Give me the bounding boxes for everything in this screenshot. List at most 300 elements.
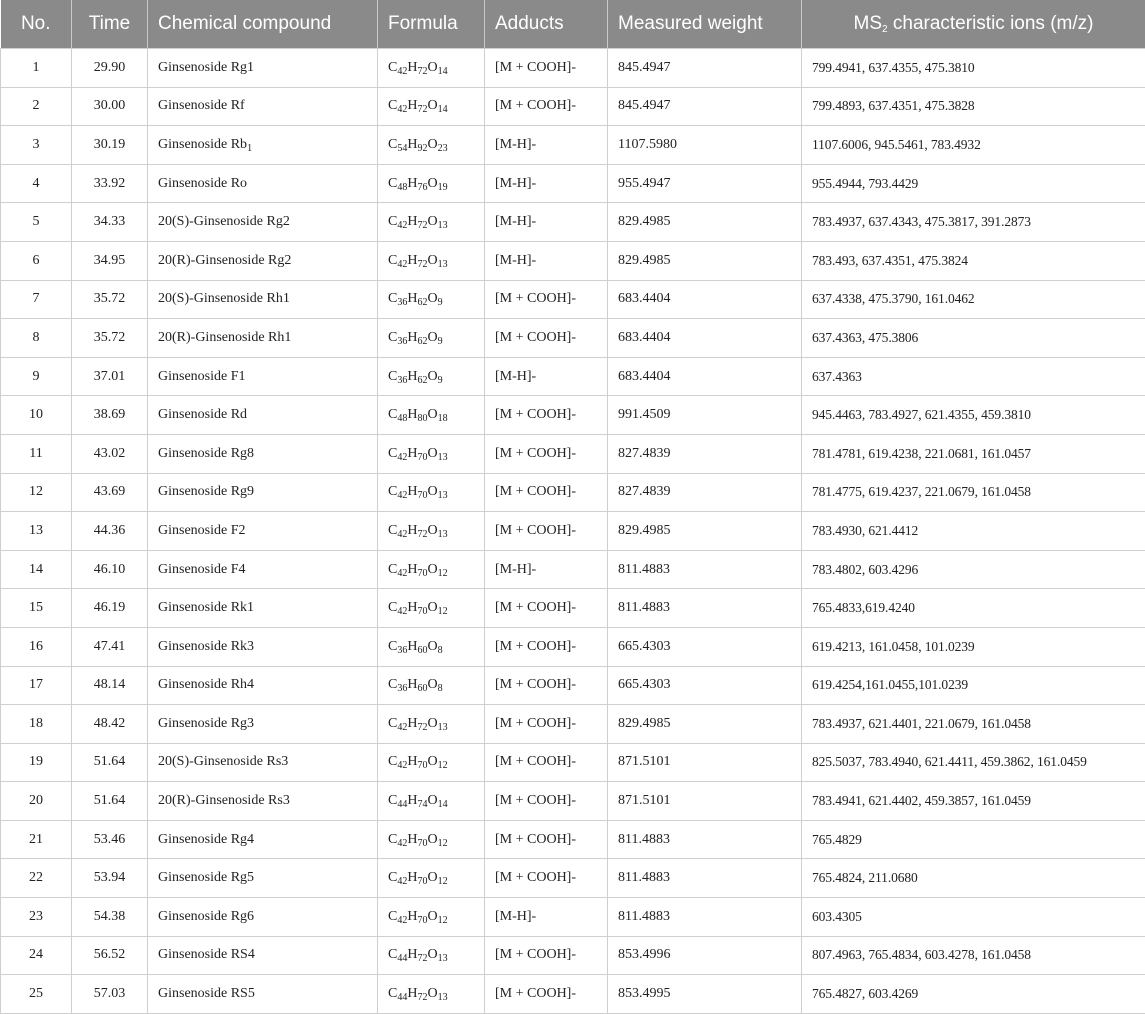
- formula-count: 36: [397, 683, 407, 694]
- formula-element: O: [427, 291, 437, 306]
- cell-ions: 619.4213, 161.0458, 101.0239: [802, 627, 1145, 666]
- cell-weight: 991.4509: [608, 396, 802, 435]
- cell-time: 35.72: [72, 280, 148, 319]
- cell-weight: 683.4404: [608, 319, 802, 358]
- cell-no: 2: [1, 87, 72, 126]
- formula-count: 14: [438, 104, 448, 115]
- cell-adduct: [M-H]-: [485, 550, 608, 589]
- formula-element: O: [427, 716, 437, 731]
- cell-time: 37.01: [72, 357, 148, 396]
- formula-element: C: [388, 253, 397, 268]
- cell-adduct: [M-H]-: [485, 164, 608, 203]
- cell-weight: 829.4985: [608, 203, 802, 242]
- formula-element: H: [407, 253, 417, 268]
- cell-time: 51.64: [72, 743, 148, 782]
- formula-element: C: [388, 793, 397, 808]
- cell-weight: 853.4996: [608, 936, 802, 975]
- formula-count: 74: [417, 799, 427, 810]
- cell-compound: [148, 319, 378, 358]
- compound-name: Ginsenoside F2: [158, 523, 246, 538]
- cell-ions: 799.4941, 637.4355, 475.3810: [802, 49, 1145, 88]
- compound-name: 20(S)-Ginsenoside Rh1: [158, 291, 290, 306]
- header-compound: Chemical compound: [148, 0, 378, 49]
- cell-compound: [148, 898, 378, 937]
- cell-no: 16: [1, 627, 72, 666]
- formula-element: O: [427, 176, 437, 191]
- cell-adduct: [M-H]-: [485, 241, 608, 280]
- cell-compound: [148, 164, 378, 203]
- formula-element: H: [407, 407, 417, 422]
- cell-weight: 829.4985: [608, 241, 802, 280]
- cell-no: 17: [1, 666, 72, 705]
- formula-element: H: [407, 909, 417, 924]
- cell-time: 44.36: [72, 512, 148, 551]
- cell-ions: 637.4363, 475.3806: [802, 319, 1145, 358]
- formula-element: C: [388, 446, 397, 461]
- formula-element: O: [427, 484, 437, 499]
- cell-ions: 783.4937, 621.4401, 221.0679, 161.0458: [802, 705, 1145, 744]
- formula-count: 72: [417, 66, 427, 77]
- cell-weight: 827.4839: [608, 473, 802, 512]
- formula-count: 42: [397, 722, 407, 733]
- cell-adduct: [M + COOH]-: [485, 859, 608, 898]
- formula-count: 8: [438, 645, 443, 656]
- formula-element: H: [407, 330, 417, 345]
- formula-count: 36: [397, 645, 407, 656]
- formula-element: O: [427, 947, 437, 962]
- header-ms2-ions: [802, 0, 1145, 49]
- cell-weight: 871.5101: [608, 743, 802, 782]
- cell-no: 22: [1, 859, 72, 898]
- cell-adduct: [M + COOH]-: [485, 666, 608, 705]
- header-ms2-subscript: 2: [882, 24, 888, 35]
- cell-formula: [378, 473, 485, 512]
- compound-name: 20(S)-Ginsenoside Rg2: [158, 214, 290, 229]
- formula-count: 42: [397, 66, 407, 77]
- formula-count: 13: [438, 529, 448, 540]
- formula-element: C: [388, 754, 397, 769]
- formula-count: 14: [438, 66, 448, 77]
- formula-element: H: [407, 446, 417, 461]
- formula-element: H: [407, 832, 417, 847]
- cell-adduct: [M + COOH]-: [485, 87, 608, 126]
- cell-no: 12: [1, 473, 72, 512]
- formula-count: 9: [438, 297, 443, 308]
- formula-element: C: [388, 60, 397, 75]
- formula-element: C: [388, 716, 397, 731]
- cell-no: 10: [1, 396, 72, 435]
- formula-count: 72: [417, 220, 427, 231]
- header-adducts: Adducts: [485, 0, 608, 49]
- cell-time: 46.19: [72, 589, 148, 628]
- cell-ions: 637.4363: [802, 357, 1145, 396]
- cell-time: 29.90: [72, 49, 148, 88]
- cell-no: 7: [1, 280, 72, 319]
- formula-count: 54: [397, 143, 407, 154]
- cell-compound: [148, 666, 378, 705]
- cell-compound: [148, 512, 378, 551]
- formula-element: O: [427, 407, 437, 422]
- cell-ions: 783.4930, 621.4412: [802, 512, 1145, 551]
- formula-count: 13: [438, 722, 448, 733]
- cell-time: 48.42: [72, 705, 148, 744]
- formula-count: 70: [417, 452, 427, 463]
- cell-time: 34.33: [72, 203, 148, 242]
- cell-adduct: [M + COOH]-: [485, 975, 608, 1014]
- table-row: [1, 203, 1145, 242]
- cell-formula: [378, 898, 485, 937]
- cell-no: 21: [1, 820, 72, 859]
- cell-ions: 783.4937, 637.4343, 475.3817, 391.2873: [802, 203, 1145, 242]
- cell-time: 30.00: [72, 87, 148, 126]
- formula-element: H: [407, 870, 417, 885]
- formula-element: O: [427, 639, 437, 654]
- cell-no: 20: [1, 782, 72, 821]
- cell-time: 34.95: [72, 241, 148, 280]
- formula-element: H: [407, 137, 417, 152]
- cell-no: 9: [1, 357, 72, 396]
- cell-weight: 1107.5980: [608, 126, 802, 165]
- formula-count: 70: [417, 490, 427, 501]
- cell-no: 18: [1, 705, 72, 744]
- cell-weight: 871.5101: [608, 782, 802, 821]
- formula-count: 70: [417, 838, 427, 849]
- formula-count: 8: [438, 683, 443, 694]
- cell-formula: [378, 203, 485, 242]
- formula-count: 42: [397, 760, 407, 771]
- formula-count: 42: [397, 915, 407, 926]
- formula-count: 70: [417, 568, 427, 579]
- cell-no: 24: [1, 936, 72, 975]
- cell-formula: [378, 705, 485, 744]
- table-row: [1, 512, 1145, 551]
- cell-compound: [148, 241, 378, 280]
- formula-element: C: [388, 330, 397, 345]
- compound-name: Ginsenoside Rg4: [158, 832, 254, 847]
- formula-count: 19: [438, 182, 448, 193]
- compound-name: 20(R)-Ginsenoside Rh1: [158, 330, 291, 345]
- cell-weight: 845.4947: [608, 87, 802, 126]
- cell-no: 23: [1, 898, 72, 937]
- cell-ions: 765.4827, 603.4269: [802, 975, 1145, 1014]
- cell-no: 11: [1, 434, 72, 473]
- cell-adduct: [M + COOH]-: [485, 473, 608, 512]
- formula-element: O: [427, 909, 437, 924]
- formula-element: O: [427, 677, 437, 692]
- formula-element: O: [427, 330, 437, 345]
- table-row: [1, 434, 1145, 473]
- table-row: [1, 743, 1145, 782]
- formula-element: O: [427, 523, 437, 538]
- formula-count: 9: [438, 336, 443, 347]
- formula-count: 42: [397, 606, 407, 617]
- formula-count: 42: [397, 876, 407, 887]
- formula-count: 42: [397, 220, 407, 231]
- formula-count: 48: [397, 182, 407, 193]
- cell-formula: [378, 87, 485, 126]
- formula-count: 42: [397, 490, 407, 501]
- formula-count: 70: [417, 915, 427, 926]
- formula-element: C: [388, 639, 397, 654]
- cell-weight: 811.4883: [608, 550, 802, 589]
- cell-adduct: [M + COOH]-: [485, 319, 608, 358]
- cell-time: 47.41: [72, 627, 148, 666]
- formula-element: C: [388, 407, 397, 422]
- formula-count: 72: [417, 259, 427, 270]
- cell-formula: [378, 666, 485, 705]
- table-row: [1, 87, 1145, 126]
- formula-count: 42: [397, 838, 407, 849]
- formula-count: 76: [417, 182, 427, 193]
- cell-formula: [378, 357, 485, 396]
- compound-name: Ginsenoside Rg1: [158, 60, 254, 75]
- cell-no: 19: [1, 743, 72, 782]
- formula-element: O: [427, 562, 437, 577]
- formula-count: 12: [438, 915, 448, 926]
- cell-no: 8: [1, 319, 72, 358]
- formula-element: H: [407, 716, 417, 731]
- table-row: [1, 936, 1145, 975]
- formula-element: C: [388, 214, 397, 229]
- cell-formula: [378, 743, 485, 782]
- cell-adduct: [M-H]-: [485, 203, 608, 242]
- cell-adduct: [M + COOH]-: [485, 49, 608, 88]
- formula-element: H: [407, 677, 417, 692]
- formula-element: O: [427, 754, 437, 769]
- table-row: [1, 666, 1145, 705]
- formula-element: H: [407, 60, 417, 75]
- table-row: [1, 975, 1145, 1014]
- cell-time: 43.02: [72, 434, 148, 473]
- formula-element: C: [388, 484, 397, 499]
- formula-count: 72: [417, 992, 427, 1003]
- table-row: [1, 280, 1145, 319]
- formula-count: 12: [438, 838, 448, 849]
- formula-count: 48: [397, 413, 407, 424]
- formula-count: 42: [397, 568, 407, 579]
- formula-element: H: [407, 484, 417, 499]
- formula-count: 70: [417, 606, 427, 617]
- cell-compound: [148, 396, 378, 435]
- cell-no: 1: [1, 49, 72, 88]
- cell-ions: 637.4338, 475.3790, 161.0462: [802, 280, 1145, 319]
- cell-weight: 827.4839: [608, 434, 802, 473]
- compound-name: Ginsenoside Rg9: [158, 484, 254, 499]
- cell-adduct: [M + COOH]-: [485, 589, 608, 628]
- cell-ions: 603.4305: [802, 898, 1145, 937]
- formula-element: O: [427, 870, 437, 885]
- cell-adduct: [M-H]-: [485, 126, 608, 165]
- header-no: No.: [1, 0, 72, 49]
- formula-element: O: [427, 253, 437, 268]
- cell-ions: 825.5037, 783.4940, 621.4411, 459.3862, 161.0459: [802, 743, 1145, 782]
- formula-count: 36: [397, 375, 407, 386]
- cell-adduct: [M + COOH]-: [485, 743, 608, 782]
- cell-compound: [148, 589, 378, 628]
- cell-time: 48.14: [72, 666, 148, 705]
- compound-name: 20(R)-Ginsenoside Rs3: [158, 793, 290, 808]
- compound-name: Ginsenoside Rg8: [158, 446, 254, 461]
- cell-weight: 811.4883: [608, 898, 802, 937]
- formula-element: C: [388, 600, 397, 615]
- cell-compound: [148, 550, 378, 589]
- compound-name: Ginsenoside Rf: [158, 98, 245, 113]
- cell-ions: 945.4463, 783.4927, 621.4355, 459.3810: [802, 396, 1145, 435]
- cell-compound: [148, 203, 378, 242]
- formula-element: O: [427, 214, 437, 229]
- cell-no: 4: [1, 164, 72, 203]
- formula-element: H: [407, 98, 417, 113]
- formula-count: 13: [438, 259, 448, 270]
- cell-weight: 665.4303: [608, 666, 802, 705]
- compound-name: Ginsenoside Rk3: [158, 639, 254, 654]
- cell-formula: [378, 550, 485, 589]
- cell-formula: [378, 164, 485, 203]
- cell-weight: 829.4985: [608, 512, 802, 551]
- formula-count: 13: [438, 452, 448, 463]
- cell-weight: 845.4947: [608, 49, 802, 88]
- cell-ions: 807.4963, 765.4834, 603.4278, 161.0458: [802, 936, 1145, 975]
- table-row: [1, 396, 1145, 435]
- cell-ions: 799.4893, 637.4351, 475.3828: [802, 87, 1145, 126]
- formula-count: 42: [397, 104, 407, 115]
- cell-adduct: [M + COOH]-: [485, 820, 608, 859]
- compound-name: 20(R)-Ginsenoside Rg2: [158, 253, 291, 268]
- formula-element: O: [427, 600, 437, 615]
- cell-no: 15: [1, 589, 72, 628]
- formula-count: 42: [397, 259, 407, 270]
- formula-count: 60: [417, 683, 427, 694]
- compound-subscript: 1: [247, 143, 252, 154]
- formula-element: O: [427, 60, 437, 75]
- cell-ions: 781.4781, 619.4238, 221.0681, 161.0457: [802, 434, 1145, 473]
- cell-weight: 955.4947: [608, 164, 802, 203]
- formula-count: 23: [438, 143, 448, 154]
- cell-formula: [378, 49, 485, 88]
- formula-count: 70: [417, 760, 427, 771]
- cell-ions: 783.4802, 603.4296: [802, 550, 1145, 589]
- cell-ions: 1107.6006, 945.5461, 783.4932: [802, 126, 1145, 165]
- table-row: [1, 550, 1145, 589]
- formula-count: 60: [417, 645, 427, 656]
- cell-time: 57.03: [72, 975, 148, 1014]
- formula-count: 44: [397, 992, 407, 1003]
- cell-compound: [148, 126, 378, 165]
- compound-name: Ginsenoside RS5: [158, 986, 255, 1001]
- table-row: [1, 49, 1145, 88]
- formula-element: H: [407, 639, 417, 654]
- formula-count: 72: [417, 104, 427, 115]
- formula-element: H: [407, 291, 417, 306]
- header-ms2-prefix: MS: [854, 13, 883, 34]
- formula-element: O: [427, 832, 437, 847]
- compound-name: Ginsenoside Rg5: [158, 870, 254, 885]
- formula-count: 12: [438, 760, 448, 771]
- cell-ions: 781.4775, 619.4237, 221.0679, 161.0458: [802, 473, 1145, 512]
- table-header-row: [1, 0, 1145, 49]
- cell-weight: 811.4883: [608, 820, 802, 859]
- cell-time: 33.92: [72, 164, 148, 203]
- formula-count: 12: [438, 876, 448, 887]
- header-time: Time: [72, 0, 148, 49]
- table-row: [1, 241, 1145, 280]
- table-row: [1, 164, 1145, 203]
- cell-time: 30.19: [72, 126, 148, 165]
- compound-name: Ginsenoside RS4: [158, 947, 255, 962]
- compound-name: Ginsenoside F4: [158, 562, 246, 577]
- cell-compound: [148, 49, 378, 88]
- table-row: [1, 705, 1145, 744]
- cell-compound: [148, 434, 378, 473]
- cell-compound: [148, 975, 378, 1014]
- cell-compound: [148, 859, 378, 898]
- table-row: [1, 627, 1145, 666]
- cell-no: 13: [1, 512, 72, 551]
- header-measured-weight: Measured weight: [608, 0, 802, 49]
- cell-adduct: [M + COOH]-: [485, 936, 608, 975]
- cell-adduct: [M + COOH]-: [485, 396, 608, 435]
- cell-weight: 683.4404: [608, 280, 802, 319]
- formula-count: 18: [438, 413, 448, 424]
- formula-count: 13: [438, 953, 448, 964]
- formula-element: C: [388, 986, 397, 1001]
- compound-name: Ginsenoside Rk1: [158, 600, 254, 615]
- cell-ions: 765.4829: [802, 820, 1145, 859]
- cell-time: 51.64: [72, 782, 148, 821]
- cell-adduct: [M-H]-: [485, 357, 608, 396]
- cell-time: 54.38: [72, 898, 148, 937]
- formula-element: C: [388, 870, 397, 885]
- formula-element: H: [407, 523, 417, 538]
- cell-no: 25: [1, 975, 72, 1014]
- formula-count: 13: [438, 490, 448, 501]
- table-row: [1, 859, 1145, 898]
- table-row: [1, 589, 1145, 628]
- cell-ions: 765.4824, 211.0680: [802, 859, 1145, 898]
- formula-element: O: [427, 446, 437, 461]
- cell-adduct: [M + COOH]-: [485, 434, 608, 473]
- formula-count: 13: [438, 220, 448, 231]
- table-row: [1, 319, 1145, 358]
- formula-element: H: [407, 754, 417, 769]
- cell-no: 3: [1, 126, 72, 165]
- header-ms2-suffix: characteristic ions (m/z): [888, 13, 1094, 34]
- cell-weight: 853.4995: [608, 975, 802, 1014]
- formula-element: O: [427, 986, 437, 1001]
- formula-element: H: [407, 947, 417, 962]
- cell-formula: [378, 820, 485, 859]
- compound-name: Ginsenoside Ro: [158, 176, 247, 191]
- formula-element: O: [427, 137, 437, 152]
- cell-formula: [378, 126, 485, 165]
- cell-compound: [148, 782, 378, 821]
- formula-count: 72: [417, 722, 427, 733]
- formula-count: 36: [397, 336, 407, 347]
- formula-element: C: [388, 523, 397, 538]
- cell-ions: 783.493, 637.4351, 475.3824: [802, 241, 1145, 280]
- formula-element: H: [407, 214, 417, 229]
- formula-element: O: [427, 369, 437, 384]
- formula-count: 13: [438, 992, 448, 1003]
- cell-compound: [148, 705, 378, 744]
- formula-count: 62: [417, 375, 427, 386]
- cell-formula: [378, 782, 485, 821]
- formula-element: C: [388, 677, 397, 692]
- cell-time: 35.72: [72, 319, 148, 358]
- cell-weight: 683.4404: [608, 357, 802, 396]
- formula-element: H: [407, 600, 417, 615]
- cell-compound: [148, 743, 378, 782]
